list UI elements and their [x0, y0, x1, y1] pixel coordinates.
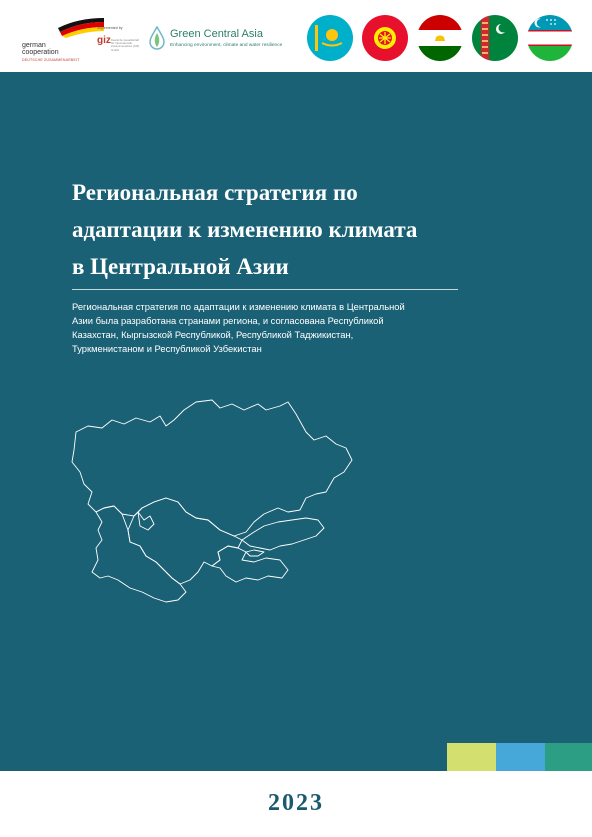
giz-logo	[97, 26, 145, 52]
description-line: Туркменистаном и Республикой Узбекистан	[72, 343, 262, 354]
green-central-asia-name: Green Central Asia	[170, 28, 263, 40]
central-asia-map-outline-icon	[68, 380, 368, 620]
tajikistan-flag-icon	[417, 15, 463, 61]
uzbekistan-flag-icon	[527, 15, 573, 61]
color-bar-green	[545, 743, 592, 771]
publication-year: 2023	[268, 790, 324, 816]
kazakhstan-flag-icon	[307, 15, 353, 61]
giz-implemented-by: Implemented by	[97, 26, 123, 30]
green-central-asia-logo	[148, 26, 298, 54]
document-title	[72, 174, 512, 285]
color-bar-blue	[496, 743, 545, 771]
turkmenistan-flag-icon	[472, 15, 518, 61]
title-line: в Центральной Азии	[72, 254, 289, 279]
kyrgyzstan-flag-icon	[362, 15, 408, 61]
german-cooperation-line2: cooperation	[22, 49, 59, 56]
water-drop-leaf-icon	[148, 26, 166, 50]
green-central-asia-tagline: Enhancing environment, climate and water resilience	[170, 43, 283, 48]
description-line: Азии была разработана странами региона, и согласована Республикой	[72, 315, 384, 326]
description-line: Региональная стратегия по адаптации к изменению климата в Центральной	[72, 301, 405, 312]
title-divider	[72, 289, 458, 290]
color-bar-lime	[447, 743, 496, 771]
title-line: Региональная стратегия по	[72, 180, 358, 205]
description-line: Казахстан, Кыргызской Республикой, Республикой Таджикистан,	[72, 329, 354, 340]
german-cooperation-line1: german	[22, 42, 46, 49]
document-description	[72, 300, 472, 356]
giz-wordmark: giz	[97, 35, 111, 46]
german-cooperation-sub: DEUTSCHE ZUSAMMENARBEIT	[22, 58, 80, 62]
giz-fullname: Deutsche Gesellschaft für Internationale Zusammenarbeit (GIZ) GmbH	[111, 38, 140, 52]
header-bar	[0, 0, 592, 72]
title-line: адаптации к изменению климата	[72, 217, 418, 242]
german-cooperation-logo	[16, 14, 90, 62]
